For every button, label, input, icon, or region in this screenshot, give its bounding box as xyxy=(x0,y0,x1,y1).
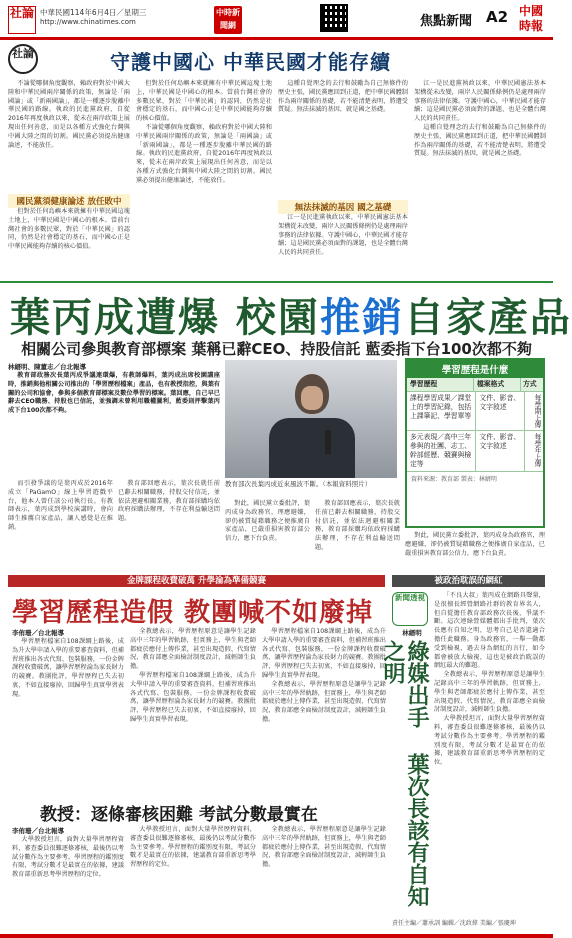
lead-column-2 xyxy=(118,480,220,570)
lower-column-6 xyxy=(262,826,386,926)
lead-byline: 林縉明、陳董志／台北報導 xyxy=(8,363,86,371)
editor-credits: 責任主編／蕭承訓 編輯／沈政煒 美編／張慶坤 xyxy=(392,920,516,927)
editorial-paragraph: 江一是民進黨執政以來，中華民國憲法基本架構從未改變，兩岸人民關係條例仍是處理兩岸事務的法律依據。守護中國心，中華民國才能存續；這是國民黨必須面對的課題，也是全體台灣人民的共同責任。 xyxy=(414,80,546,123)
editorial-paragraph: 這種自覺理念的去行和鼓勵為自己無條件的歷史主張，國民黨應回到正道，把中華民國體制作為兩岸關係的基礎，若不能清楚表明，將遭受質疑。無法抹滅的基因，就是國之基礎。 xyxy=(278,80,408,114)
column-body xyxy=(434,592,545,914)
column-title: 綠媒出手 葉次長該有自知之明 xyxy=(380,640,429,907)
headline-part: 葉丙成遭爆 校園 xyxy=(10,295,320,341)
editorial-paragraph: 不論從哪個角度觀察，賴政府對於中國大陸和中華民國兩岸關係的政策，無論是「兩國論」或「新兩國論」，都是一種逐步脫離中華民國的路線。執政的民進黨政府，自從2016年再度執政以來，從未在兩岸政策上展現出任何善意，而是以各種方式強化台灣與中國大陸之間的切割。國民黨必須提出健康論述，不能放任。 xyxy=(8,80,130,149)
lower-column-5 xyxy=(130,826,256,926)
lower-paragraph: 大學教授坦言，面對大量學習歷程資料，審查委員很難逐條審核，最後仍以考試分數作為主要參考。學習歷程的鑑別度有限，考試分數才是最實在的依據，建議教育部重新思考學習歷程的定位。 xyxy=(130,826,256,869)
lead-column-1 xyxy=(8,480,113,570)
editorial-subhead-2: 無法抹滅的基因 國之基礎 xyxy=(278,200,408,214)
lower-byline-2: 李侑珊／台北報導 xyxy=(12,827,64,835)
website-url[interactable]: http://www.chinatimes.com xyxy=(40,18,136,26)
table-header-row xyxy=(407,378,543,392)
editorial-column-1b xyxy=(8,208,130,278)
lead-column-3 xyxy=(225,500,310,570)
lower-paragraph: 學習歷程檔案自108課綱上路後，成為升大學申請入學的重要審查資料，但補習班推出各式代寫、包裝服務，一份金牌課程收費破萬，讓學習歷程淪為家長財力的競賽。教團批評，學習歷程已失去初衷，不如直接廢掉，回歸學生真實學習表現。 xyxy=(130,671,256,723)
headline-highlight: 推銷 xyxy=(319,295,404,341)
lead-photo xyxy=(225,360,397,478)
lede-paragraph: 教育部政務次長葉丙成爭議連環爆，有教師爆料，葉丙成出席校園講座時，推銷與他相關公司推出的「學習歷程檔案」產品，也有教授指控，與葉有關的公司和協會，參與多個教育部標案及數位學習的標案。葉回應，自己早已辭去CEO職務、持股也已信託，並強調未曾利用職權圖利，藍委則抨擊葉丙成下台100次都不夠。 xyxy=(8,372,220,415)
lead-lede xyxy=(8,372,220,476)
lower-paragraph: 全教總表示，學習歷程原意是讓學生記錄高中三年的學習軌跡，但實務上，學生與老師都疲於應付上傳作業，甚至出現造假、代寫情況，教育部應全面檢討制度設計，減輕師生負擔。 xyxy=(262,680,386,723)
lead-paragraph: 而引發爭議的是葉丙成於2016年成立「PaGamO」線上學習遊戲平台，他本人曾任該公司執行長。有教師表示，葉丙成到學校演講時，會向師生推薦自家產品，讓人感覺是在推銷。 xyxy=(8,480,113,531)
section-name: 焦點新聞 xyxy=(420,14,473,29)
table-row xyxy=(407,431,543,472)
footer-rule xyxy=(0,934,553,938)
table-header-cell: 學習歷程 xyxy=(407,378,474,391)
table-cell: 多元表現／高中三年參與的社團、志工、幹部經歷、競賽與檢定等 xyxy=(407,431,476,471)
editorial-paragraph: 但對於任何島嶼本來就擁有中華民國這塊土地上，中華民國是中國心的根本。當前台灣社會的多數民眾，對於「中華民國」的認同，仍然是社會穩定的基石，而中國心正是中華民國能夠存續的核心價值。 xyxy=(136,80,272,123)
section-divider xyxy=(0,281,553,283)
lower-headline-2: 教授：逐條審核困難 考試分數最實在 xyxy=(40,805,318,825)
table-cell: 每學期上傳 xyxy=(533,394,541,428)
photo-caption: 教育部次長葉丙成近來風波不斷。（本報資料照片） xyxy=(225,480,372,488)
lower-headline: 學習歷程造假 教團喊不如廢掉 xyxy=(12,598,374,628)
lead-subhead: 相關公司參與教育部標案 葉稱已辭CEO、持股信託 藍委指下台100次都不夠 xyxy=(21,340,532,358)
newspaper-logo: 中國時報 xyxy=(518,4,543,33)
lower-byline-1: 李侑珊／台北報導 xyxy=(12,629,64,637)
editorial-subhead-1: 國民黨須健康論述 放任敗中 xyxy=(8,194,130,208)
lower-paragraph: 大學教授坦言，面對大量學習歷程資料，審查委員很難逐條審核，最後仍以考試分數作為主要參考。學習歷程的鑑別度有限，考試分數才是最實在的依據，建議教育部重新思考學習歷程的定位。 xyxy=(12,836,124,879)
editorial-column-3 xyxy=(278,80,408,198)
publication-date: 中華民國114年6月4日／星期三 xyxy=(40,8,147,17)
editorial-paragraph: 這種自覺理念的去行和鼓勵為自己無條件的歷史主張，國民黨應回到正道，把中華民國體制作為兩岸關係的基礎，若不能清楚表明，將遭受質疑。無法抹滅的基因，就是國之基礎。 xyxy=(414,123,546,158)
microphone-icon xyxy=(325,430,331,454)
editorial-column-2 xyxy=(136,80,272,278)
lead-paragraph: 教育部回應表示，葉次長就任前已辭去相關職務，持股交付信託，並依法迴避相關業務，教育部採購均依政府採購法辦理，不存在利益輸送問題。 xyxy=(315,500,400,551)
editorial-paragraph: 江一是民進黨執政以來，中華民國憲法基本架構從未改變，兩岸人民關係條例仍是處理兩岸事務的法律依據。守護中國心，中華民國才能存續；這是國民黨必須面對的課題，也是全體台灣人民的共同責任。 xyxy=(278,214,408,257)
lower-paragraph: 學習歷程檔案自108課綱上路後，成為升大學申請入學的重要審查資料，但補習班推出各式代寫、包裝服務，一份金牌課程收費破萬，讓學習歷程淪為家長財力的競賽。教團批評，學習歷程已失去初衷，不如直接廢掉，回歸學生真實學習表現。 xyxy=(12,638,124,698)
editorial-title: 守護中國心 中華民國才能存續 xyxy=(110,50,391,74)
table-cell: 文件、影音、文字敘述 xyxy=(476,392,525,430)
info-box xyxy=(405,358,545,528)
news-analysis-badge: 新聞透視 xyxy=(392,592,428,626)
headline-part: 自家產品 xyxy=(403,295,572,341)
column-paragraph: 「不良大叔」葉丙成在網路具聲量，是很擅長經營網路社群的教育界名人，但自從擔任教育部政務次長後，爭議不斷。這次連綠營媒體都出手批判，葉次長應有自知之明，思考自己是否還適合擔任此職務。身為政務官，一舉一動都受到檢視，過去身為網紅的言行，如今都會被放大檢視，這也是被政治耽誤的網紅最大的難題。 xyxy=(434,592,545,670)
info-box-table xyxy=(407,378,543,472)
column-paragraph: 全教總表示，學習歷程原意是讓學生記錄高中三年的學習軌跡，但實務上，學生與老師都疲於應付上傳作業，甚至出現造假、代寫情況，教育部應全面檢討制度設計，減輕師生負擔。 xyxy=(434,671,545,714)
lower-column-1 xyxy=(12,638,124,796)
brand-badge: 中時新聞網 xyxy=(214,6,242,34)
info-box-title: 學習歷程是什麼 xyxy=(407,360,543,378)
masthead-logo: 社論 xyxy=(8,6,36,34)
table-row xyxy=(407,392,543,431)
editorial-column-4 xyxy=(414,80,546,278)
editorial-column-3b xyxy=(278,214,408,278)
lower-right-banner: 被政治耽誤的網紅 xyxy=(392,575,545,587)
table-header-cell: 方式 xyxy=(523,380,537,388)
lead-paragraph: 對此，國民黨立委批評，葉丙成身為政務官，理應避嫌，卻仍被質疑藉職務之便推廣自家產品，已嚴重損害教育部公信力，應下台負責。 xyxy=(405,532,545,557)
editorial-paragraph: 但對於任何島嶼本來就擁有中華民國這塊土地上，中華民國是中國心的根本。當前台灣社會的多數民眾，對於「中華民國」的認同，仍然是社會穩定的基石，而中國心正是中華民國能夠存續的核心價值。 xyxy=(8,208,130,251)
page-number: A2 xyxy=(486,8,509,26)
lower-column-2 xyxy=(130,628,256,796)
photo-person-body xyxy=(269,418,355,478)
table-cell: 課程學習成果／課堂上的學習紀錄，包括上課筆記、學習單等 xyxy=(407,392,476,430)
table-cell: 文件、影音、文字敘述 xyxy=(476,431,525,471)
lower-left-banner: 金牌課程收費破萬 升學淪為準備競賽 xyxy=(8,575,385,587)
lead-column-4 xyxy=(315,500,400,570)
photo-person-face xyxy=(301,386,323,410)
table-header-cell: 檔案格式 xyxy=(474,378,521,391)
lower-column-3 xyxy=(262,628,386,796)
lead-headline xyxy=(10,286,572,343)
editorial-paragraph: 不論從哪個角度觀察，賴政府對於中國大陸和中華民國兩岸關係的政策，無論是「兩國論」或「新兩國論」，都是一種逐步脫離中華民國的路線。執政的民進黨政府，自從2016年再度執政以來，從未在兩岸政策上展現出任何善意，而是以各種方式強化台灣與中國大陸之間的切割。國民黨必須提出健康論述，不能放任。 xyxy=(136,123,272,184)
columnist-name: 林縉明 xyxy=(402,629,422,637)
lead-paragraph: 教育部回應表示，葉次長就任前已辭去相關職務，持股交付信託，並依法迴避相關業務，教育部採購均依政府採購法辦理，不存在利益輸送問題。 xyxy=(118,480,220,523)
editorial-column-1 xyxy=(8,80,130,192)
lower-paragraph: 全教總表示，學習歷程原意是讓學生記錄高中三年的學習軌跡，但實務上，學生與老師都疲於應付上傳作業，甚至出現造假、代寫情況，教育部應全面檢討制度設計，減輕師生負擔。 xyxy=(262,826,386,869)
lower-paragraph: 全教總表示，學習歷程原意是讓學生記錄高中三年的學習軌跡，但實務上，學生與老師都疲於應付上傳作業，甚至出現造假、代寫情況，教育部應全面檢討制度設計，減輕師生負擔。 xyxy=(130,628,256,671)
qr-code-icon[interactable] xyxy=(320,4,348,32)
lead-column-5 xyxy=(405,532,545,570)
lead-paragraph: 對此，國民黨立委批評，葉丙成身為政務官，理應避嫌，卻仍被質疑藉職務之便推廣自家產品，已嚴重損害教育部公信力，應下台負責。 xyxy=(225,500,310,543)
column-paragraph: 大學教授坦言，面對大量學習歷程資料，審查委員很難逐條審核，最後仍以考試分數作為主要參考。學習歷程的鑑別度有限，考試分數才是最實在的依據，建議教育部重新思考學習歷程的定位。 xyxy=(434,715,545,767)
lower-paragraph: 學習歷程檔案自108課綱上路後，成為升大學申請入學的重要審查資料，但補習班推出各式代寫、包裝服務，一份金牌課程收費破萬，讓學習歷程淪為家長財力的競賽。教團批評，學習歷程已失去初衷，不如直接廢掉，回歸學生真實學習表現。 xyxy=(262,628,386,679)
masthead-rule xyxy=(0,37,553,40)
editorial-badge: 社論 xyxy=(8,44,38,74)
lower-column-4 xyxy=(12,836,124,926)
info-box-source: 資料來源：教育部 製表：林縉明 xyxy=(411,476,497,483)
table-cell: 每學年上傳 xyxy=(533,433,541,467)
